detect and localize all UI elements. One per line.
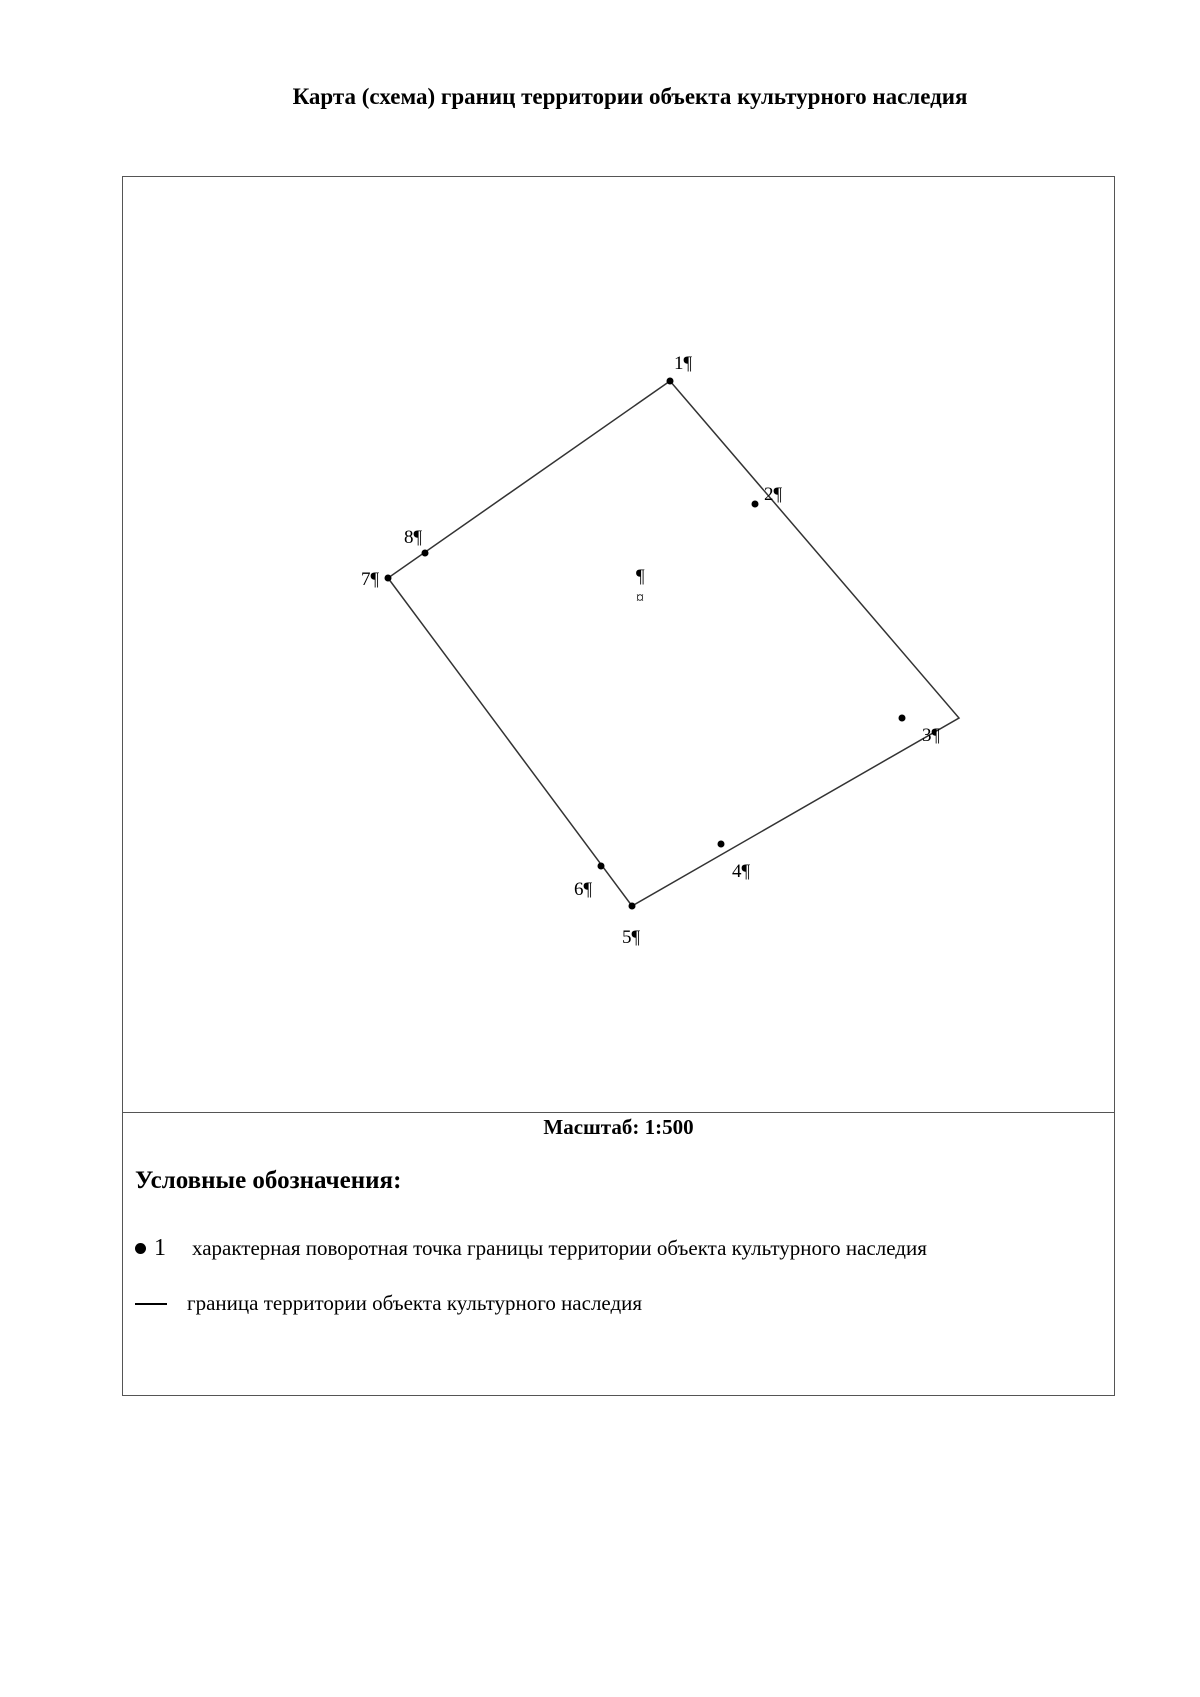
legend-title: Условные обозначения: — [135, 1167, 402, 1194]
map-frame — [122, 176, 1115, 1396]
point-label-3: 3¶ — [922, 725, 941, 746]
legend-item-point — [135, 1235, 927, 1262]
boundary-point-5 — [629, 903, 636, 910]
center-mark: ¶ — [636, 566, 645, 587]
boundary-point-7 — [385, 575, 392, 582]
point-label-8: 8¶ — [404, 527, 423, 548]
point-label-1: 1¶ — [674, 353, 693, 374]
boundary-map — [123, 177, 1114, 1112]
map-scale: Масштаб: 1:500 — [543, 1115, 694, 1139]
point-dot-icon — [135, 1243, 146, 1254]
map-drawing-area — [123, 177, 1114, 1113]
boundary-point-2 — [752, 501, 759, 508]
boundary-line-icon — [135, 1303, 167, 1305]
point-label-5: 5¶ — [622, 927, 641, 948]
boundary-point-3 — [899, 715, 906, 722]
legend-point-text: характерная поворотная точка границы территории объекта культурного наследия — [192, 1236, 927, 1260]
legend-line-text: граница территории объекта культурного наследия — [187, 1291, 643, 1315]
point-label-6: 6¶ — [574, 879, 593, 900]
legend-point-number: 1 — [154, 1235, 166, 1261]
point-label-7: 7¶ — [361, 569, 380, 590]
boundary-point-6 — [598, 863, 605, 870]
boundary-point-8 — [422, 550, 429, 557]
point-label-4: 4¶ — [732, 861, 751, 882]
legend-item-line — [135, 1291, 642, 1316]
boundary-point-1 — [667, 378, 674, 385]
map-title: Карта (схема) границ территории объекта культурного наследия — [292, 84, 968, 109]
boundary-point-4 — [718, 841, 725, 848]
center-mark-symbol: ¤ — [636, 590, 644, 607]
boundary-polygon — [388, 381, 959, 906]
point-label-2: 2¶ — [764, 484, 783, 505]
